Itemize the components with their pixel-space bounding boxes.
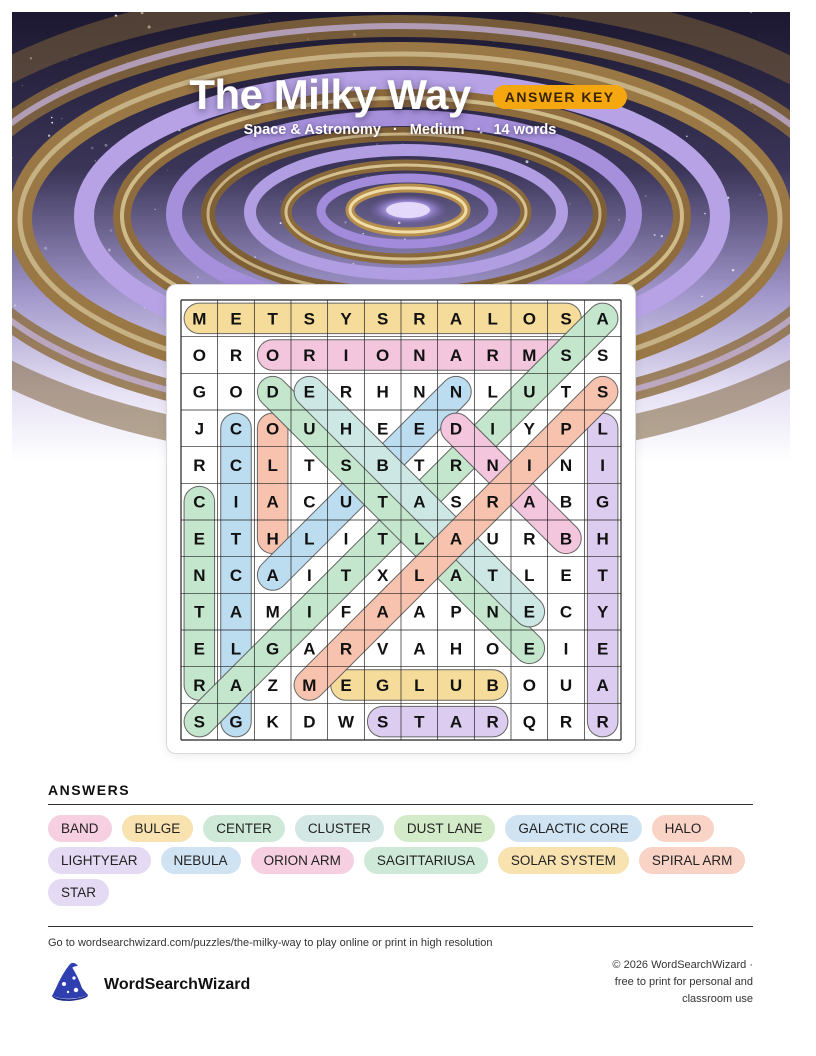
grid-letter[interactable]: L	[524, 566, 535, 585]
grid-letter[interactable]: S	[560, 346, 572, 365]
star-dot	[701, 296, 703, 298]
grid-letter[interactable]: X	[376, 566, 389, 585]
grid-letter[interactable]: E	[413, 419, 426, 439]
grid-letter[interactable]: R	[339, 639, 353, 659]
grid-letter[interactable]: T	[597, 566, 608, 585]
grid-letter[interactable]: G	[376, 676, 390, 695]
grid-letter[interactable]: A	[449, 346, 463, 365]
grid-letter[interactable]: E	[303, 382, 316, 402]
grid-letter[interactable]: M	[265, 602, 280, 622]
grid-letter[interactable]: T	[414, 712, 425, 732]
grid-letter[interactable]: A	[266, 492, 279, 512]
grid-letter[interactable]: C	[229, 419, 243, 439]
grid-letter[interactable]: L	[414, 676, 425, 695]
answer-chip: STAR	[48, 879, 109, 906]
grid-letter[interactable]: R	[523, 529, 536, 549]
grid-letter[interactable]: A	[376, 602, 389, 622]
play-online-note: Go to wordsearchwizard.com/puzzles/the-milky-way to play online or print in high resolution	[48, 937, 493, 949]
grid-letter[interactable]: F	[340, 602, 352, 622]
star-dot	[363, 233, 364, 234]
star-dot	[645, 195, 647, 197]
grid-letter[interactable]: P	[450, 602, 462, 622]
grid-letter[interactable]: O	[192, 346, 206, 365]
grid-letter[interactable]: U	[523, 382, 536, 402]
copyright-line: © 2026 WordSearchWizard ·	[612, 959, 753, 971]
answer-chip: GALACTIC CORE	[505, 815, 641, 842]
grid-letter[interactable]: N	[413, 382, 426, 402]
grid-letter[interactable]: C	[303, 492, 316, 512]
grid-letter[interactable]: I	[526, 456, 532, 475]
grid-letter[interactable]: A	[449, 529, 463, 549]
grid-letter[interactable]: O	[522, 676, 536, 695]
grid-letter[interactable]: T	[194, 602, 205, 622]
star-dot	[44, 247, 47, 250]
grid-letter[interactable]: A	[413, 492, 426, 512]
star-dot	[521, 14, 522, 15]
grid-letter[interactable]: S	[450, 492, 462, 512]
star-dot	[267, 165, 268, 166]
word-search-grid[interactable]	[181, 300, 621, 740]
grid-letter[interactable]: U	[339, 492, 353, 512]
grid-letter[interactable]: C	[229, 456, 243, 475]
star-dot	[67, 60, 68, 61]
grid-letter[interactable]: E	[193, 529, 206, 549]
grid-letter[interactable]: T	[304, 456, 315, 475]
grid-letter[interactable]: N	[413, 346, 426, 365]
star-dot	[167, 170, 168, 171]
grid-letter[interactable]: L	[267, 456, 278, 475]
grid-letter[interactable]: T	[414, 456, 425, 475]
grid-letter[interactable]: M	[192, 309, 207, 329]
grid-letter[interactable]: R	[229, 346, 243, 365]
grid-letter[interactable]: O	[266, 419, 280, 439]
answer-chip: NEBULA	[161, 847, 241, 874]
grid-letter[interactable]: C	[229, 566, 243, 585]
star-dot	[108, 249, 111, 252]
answer-chip: DUST LANE	[394, 815, 496, 842]
grid-letter[interactable]: N	[486, 602, 499, 622]
answer-chip: CENTER	[203, 815, 285, 842]
grid-letter[interactable]: H	[266, 529, 279, 549]
grid-letter[interactable]: R	[193, 456, 206, 475]
grid-letter[interactable]: H	[376, 382, 389, 402]
grid-letter[interactable]: L	[487, 382, 498, 402]
word-count-label: 14 words	[493, 122, 557, 138]
answer-chip: SPIRAL ARM	[639, 847, 746, 874]
brand-name: WordSearchWizard	[104, 975, 251, 993]
grid-letter[interactable]: R	[486, 492, 499, 512]
grid-letter[interactable]: I	[306, 566, 312, 585]
grid-letter[interactable]: T	[560, 382, 572, 402]
star-dot	[14, 304, 16, 306]
star-dot	[732, 269, 735, 272]
grid-letter[interactable]: E	[193, 639, 206, 659]
grid-letter[interactable]: O	[376, 346, 390, 365]
grid-letter[interactable]: R	[339, 382, 353, 402]
grid-letter[interactable]: T	[230, 529, 242, 549]
grid-letter[interactable]: I	[306, 602, 312, 622]
grid-letter[interactable]: E	[340, 676, 352, 695]
grid-letter[interactable]: N	[193, 566, 206, 585]
grid-letter[interactable]: E	[523, 602, 536, 622]
grid-letter[interactable]: L	[304, 529, 315, 549]
grid-letter[interactable]: I	[233, 492, 239, 512]
grid-letter[interactable]: Q	[522, 712, 536, 732]
grid-letter[interactable]: A	[596, 676, 609, 695]
grid-letter[interactable]: N	[449, 382, 463, 402]
grid-letter[interactable]: U	[449, 676, 463, 695]
grid-letter[interactable]: M	[302, 676, 317, 695]
grid-letter[interactable]: O	[229, 382, 243, 402]
grid-letter[interactable]: D	[303, 712, 316, 732]
star-dot	[760, 194, 761, 195]
separator-dot: ·	[476, 122, 482, 138]
grid-letter[interactable]: U	[303, 419, 316, 439]
grid-letter[interactable]: R	[449, 456, 463, 475]
grid-letter[interactable]: J	[194, 419, 205, 439]
difficulty-label: Medium	[409, 122, 465, 138]
answer-chip: BAND	[48, 815, 112, 842]
grid-letter[interactable]: S	[376, 712, 389, 732]
divider	[48, 804, 753, 805]
grid-letter[interactable]: R	[486, 346, 499, 365]
grid-letter[interactable]: G	[596, 492, 610, 512]
star-dot	[704, 213, 706, 215]
grid-letter[interactable]: H	[339, 419, 353, 439]
puzzle-meta	[0, 122, 800, 138]
grid-letter[interactable]: E	[376, 419, 389, 439]
grid-letter[interactable]: B	[559, 529, 573, 549]
grid-letter[interactable]: A	[523, 492, 536, 512]
grid-letter[interactable]: S	[596, 382, 609, 402]
grid-letter[interactable]: B	[486, 676, 499, 695]
star-dot	[494, 41, 495, 42]
answer-list	[48, 815, 768, 906]
grid-letter[interactable]: M	[522, 346, 537, 365]
grid-letter[interactable]: A	[229, 676, 243, 695]
grid-letter[interactable]: H	[449, 639, 463, 659]
grid-letter[interactable]: G	[229, 712, 243, 732]
grid-letter[interactable]: C	[193, 492, 206, 512]
grid-letter[interactable]: L	[597, 419, 608, 439]
star-dot	[105, 144, 108, 147]
grid-letter[interactable]: O	[522, 309, 536, 329]
grid-letter[interactable]: D	[449, 419, 463, 439]
grid-letter[interactable]: Y	[340, 309, 352, 329]
star-dot	[72, 276, 73, 277]
answer-chip: LIGHTYEAR	[48, 847, 151, 874]
star-dot	[280, 201, 281, 202]
grid-letter[interactable]: G	[192, 382, 206, 402]
grid-letter[interactable]: E	[523, 639, 536, 659]
grid-letter[interactable]: R	[486, 712, 499, 732]
copyright-line: classroom use	[682, 993, 753, 1005]
grid-letter[interactable]: A	[413, 602, 426, 622]
grid-letter[interactable]: R	[303, 346, 316, 365]
grid-letter[interactable]: S	[340, 456, 352, 475]
grid-letter[interactable]: L	[414, 529, 425, 549]
grid-letter[interactable]: A	[229, 602, 243, 622]
grid-letter[interactable]: I	[343, 529, 349, 549]
grid-letter[interactable]: U	[486, 529, 499, 549]
brand[interactable]	[48, 962, 250, 1007]
grid-letter[interactable]: S	[376, 309, 389, 329]
separator-dot: ·	[392, 122, 398, 138]
grid-letter[interactable]: S	[193, 712, 206, 732]
star-dot	[155, 209, 156, 210]
star-dot	[569, 203, 570, 204]
answer-chip: ORION ARM	[251, 847, 354, 874]
answers-heading: ANSWERS	[48, 782, 131, 798]
grid-letter[interactable]: R	[413, 309, 426, 329]
grid-letter[interactable]: A	[449, 566, 463, 585]
grid-letter[interactable]: K	[266, 712, 279, 732]
grid-letter[interactable]: G	[266, 639, 280, 659]
star-dot	[661, 235, 663, 237]
star-dot	[280, 222, 282, 224]
wizard-hat-icon	[48, 962, 92, 1007]
grid-letter[interactable]: B	[376, 456, 389, 475]
grid-letter[interactable]: O	[486, 639, 500, 659]
divider	[48, 926, 753, 927]
grid-letter[interactable]: P	[560, 419, 572, 439]
grid-letter[interactable]: L	[230, 639, 242, 659]
grid-letter[interactable]: S	[596, 346, 609, 365]
answer-key-badge: ANSWER KEY	[493, 85, 627, 109]
grid-letter[interactable]: R	[193, 676, 206, 695]
star-dot	[197, 276, 199, 278]
star-dot	[95, 160, 97, 162]
star-dot	[526, 160, 529, 163]
answer-chip: BULGE	[122, 815, 194, 842]
grid-letter[interactable]: V	[376, 639, 389, 659]
category-label: Space & Astronomy	[243, 122, 381, 138]
grid-letter[interactable]: T	[377, 492, 388, 512]
answer-chip: CLUSTER	[295, 815, 384, 842]
grid-letter[interactable]: O	[266, 346, 280, 365]
grid-letter[interactable]: S	[560, 309, 572, 329]
grid-letter[interactable]: I	[343, 346, 349, 365]
grid-letter[interactable]: H	[596, 529, 609, 549]
star-dot	[91, 147, 94, 150]
grid-letter[interactable]: N	[486, 456, 499, 475]
grid-letter[interactable]: T	[487, 566, 498, 585]
grid-letter[interactable]: A	[449, 309, 463, 329]
grid-letter[interactable]: Y	[523, 419, 536, 439]
answer-chip: SAGITTARIUSA	[364, 847, 488, 874]
grid-letter[interactable]: B	[559, 492, 573, 512]
grid-letter[interactable]: U	[559, 676, 573, 695]
answer-chip: SOLAR SYSTEM	[498, 847, 629, 874]
grid-letter[interactable]: D	[266, 382, 279, 402]
grid-letter[interactable]: L	[487, 309, 498, 329]
grid-letter[interactable]: N	[559, 456, 573, 475]
star-dot	[353, 263, 355, 265]
grid-letter[interactable]: T	[340, 566, 352, 585]
grid-letter[interactable]: R	[559, 712, 573, 732]
grid-letter[interactable]: A	[449, 712, 463, 732]
star-dot	[654, 234, 656, 236]
star-dot	[618, 219, 619, 220]
grid-letter[interactable]: L	[414, 566, 425, 585]
grid-letter[interactable]: I	[600, 456, 606, 475]
grid-letter[interactable]: E	[596, 639, 609, 659]
grid-letter[interactable]: E	[230, 309, 242, 329]
grid-letter[interactable]: T	[377, 529, 388, 549]
grid-letter[interactable]: Y	[596, 602, 609, 622]
star-dot	[344, 221, 347, 224]
grid-letter[interactable]: C	[559, 602, 573, 622]
star-dot	[376, 143, 378, 145]
copyright	[553, 957, 753, 1008]
grid-letter[interactable]: R	[596, 712, 609, 732]
star-dot	[269, 20, 270, 21]
grid-letter[interactable]: I	[490, 419, 496, 439]
title-row	[0, 70, 816, 120]
star-dot	[254, 256, 256, 258]
grid-letter[interactable]: T	[267, 309, 278, 329]
star-dot	[110, 229, 113, 232]
grid-letter[interactable]: E	[560, 566, 572, 585]
grid-letter[interactable]: I	[563, 639, 569, 659]
grid-letter[interactable]: A	[596, 309, 609, 329]
grid-letter[interactable]: S	[303, 309, 316, 329]
star-dot	[356, 177, 357, 178]
grid-letter[interactable]: W	[337, 712, 355, 732]
grid-letter[interactable]: A	[413, 639, 426, 659]
grid-letter[interactable]: A	[303, 639, 316, 659]
answer-chip: HALO	[652, 815, 715, 842]
copyright-line: free to print for personal and	[614, 976, 753, 988]
page-title: The Milky Way	[189, 71, 471, 118]
grid-letter[interactable]: Z	[267, 676, 278, 695]
grid-letter[interactable]: A	[266, 566, 279, 585]
